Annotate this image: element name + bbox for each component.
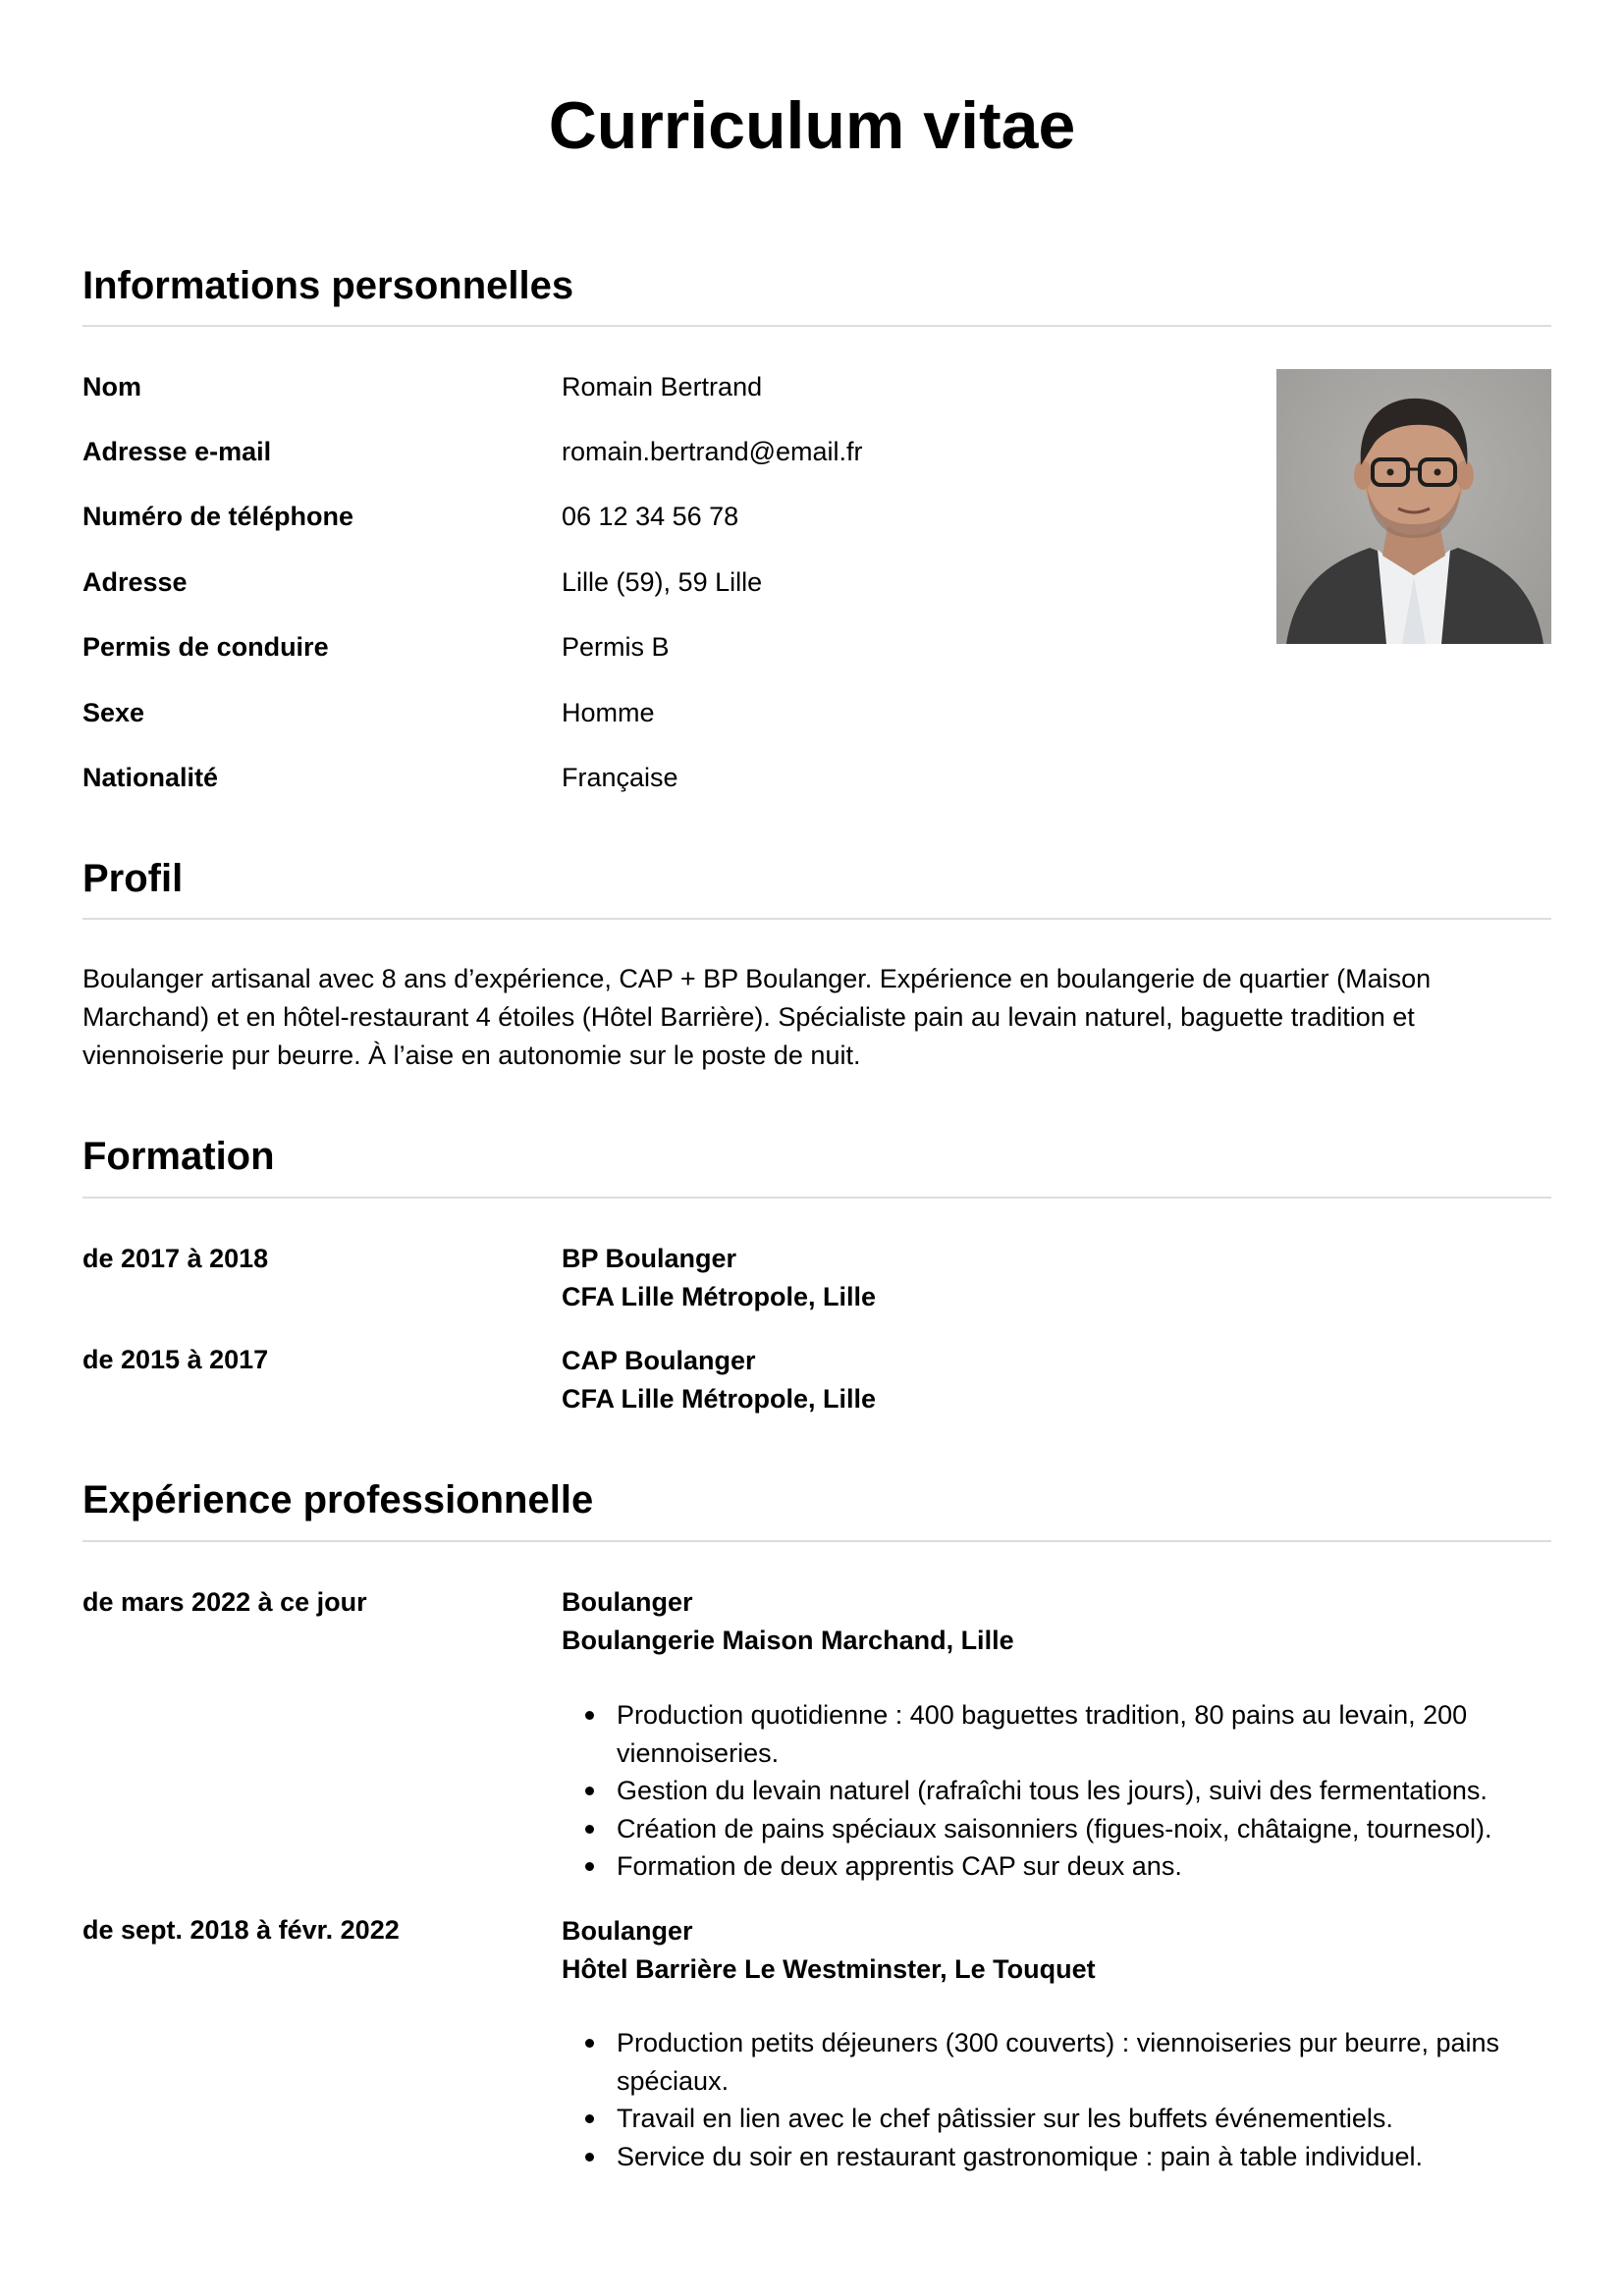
list-item-line: viennoiseries. xyxy=(617,1737,780,1768)
personal-value-nationality: Française xyxy=(562,763,678,792)
section-title-experience: Expérience professionnelle xyxy=(82,1478,594,1522)
list-item-line: Formation de deux apprentis CAP sur deux ans. xyxy=(617,1851,1182,1881)
personal-label-address: Adresse xyxy=(82,567,188,597)
personal-label-name: Nom xyxy=(82,372,141,401)
list-item xyxy=(562,2138,1553,2176)
experience-bullets xyxy=(562,2024,1553,2175)
list-item xyxy=(562,1847,1553,1886)
profile-summary xyxy=(82,960,1551,1075)
experience-employer: Boulangerie Maison Marchand, Lille xyxy=(562,1626,1014,1655)
list-item-line: Création de pains spéciaux saisonniers (figues-noix, châtaigne, tournesol). xyxy=(617,1813,1492,1843)
list-item-line: Production petits déjeuners (300 couverts) : viennoiseries pur beurre, pains xyxy=(617,2028,1499,2057)
section-title-education: Formation xyxy=(82,1135,275,1178)
personal-label-nationality: Nationalité xyxy=(82,763,219,792)
list-item xyxy=(562,2024,1553,2100)
experience-role: Boulanger xyxy=(562,1916,693,1946)
section-title-personal: Informations personnelles xyxy=(82,264,574,307)
experience-employer: Hôtel Barrière Le Westminster, Le Touquet xyxy=(562,1954,1096,1984)
section-divider xyxy=(82,1197,1551,1199)
list-item xyxy=(562,1772,1553,1810)
personal-value-address: Lille (59), 59 Lille xyxy=(562,567,763,597)
education-period: de 2015 à 2017 xyxy=(82,1345,269,1374)
personal-value-phone: 06 12 34 56 78 xyxy=(562,502,739,531)
list-item xyxy=(562,1696,1553,1772)
education-school: CFA Lille Métropole, Lille xyxy=(562,1384,877,1414)
list-item-line: spéciaux. xyxy=(617,2065,730,2096)
personal-label-phone: Numéro de téléphone xyxy=(82,502,354,531)
personal-value-sex: Homme xyxy=(562,698,655,727)
experience-role: Boulanger xyxy=(562,1587,693,1617)
section-divider xyxy=(82,325,1551,327)
section-divider xyxy=(82,1540,1551,1542)
experience-period: de sept. 2018 à févr. 2022 xyxy=(82,1915,400,1945)
personal-value-name: Romain Bertrand xyxy=(562,372,763,401)
personal-label-sex: Sexe xyxy=(82,698,145,727)
profile-line: Boulanger artisanal avec 8 ans d’expérience, CAP + BP Boulanger. Expérience en boulangerie de quartier (Maison xyxy=(82,964,1432,993)
experience-bullets xyxy=(562,1696,1553,1886)
profile-photo xyxy=(1276,369,1551,644)
personal-label-license: Permis de conduire xyxy=(82,632,329,662)
experience-period: de mars 2022 à ce jour xyxy=(82,1587,367,1617)
profile-line: viennoiserie pur beurre. À l’aise en autonomie sur le poste de nuit. xyxy=(82,1041,861,1070)
section-title-profile: Profil xyxy=(82,857,184,900)
education-degree: BP Boulanger xyxy=(562,1244,737,1273)
page-title: Curriculum vitae xyxy=(548,88,1076,163)
education-degree: CAP Boulanger xyxy=(562,1346,756,1375)
personal-value-license: Permis B xyxy=(562,632,670,662)
profile-line: Marchand) et en hôtel-restaurant 4 étoiles (Hôtel Barrière). Spécialiste pain au levain naturel, baguette tradition et xyxy=(82,1002,1415,1032)
list-item-line: Gestion du levain naturel (rafraîchi tous les jours), suivi des fermentations. xyxy=(617,1776,1488,1805)
personal-value-email[interactable]: romain.bertrand@email.fr xyxy=(562,437,863,466)
list-item-line: Travail en lien avec le chef pâtissier sur les buffets événementiels. xyxy=(617,2104,1393,2133)
list-item-line: Production quotidienne : 400 baguettes tradition, 80 pains au levain, 200 xyxy=(617,1700,1468,1730)
personal-label-email: Adresse e-mail xyxy=(82,437,272,466)
list-item xyxy=(562,1810,1553,1848)
list-item xyxy=(562,2100,1553,2138)
education-period: de 2017 à 2018 xyxy=(82,1244,269,1273)
list-item-line: Service du soir en restaurant gastronomique : pain à table individuel. xyxy=(617,2141,1423,2171)
section-divider xyxy=(82,918,1551,920)
education-school: CFA Lille Métropole, Lille xyxy=(562,1282,877,1311)
